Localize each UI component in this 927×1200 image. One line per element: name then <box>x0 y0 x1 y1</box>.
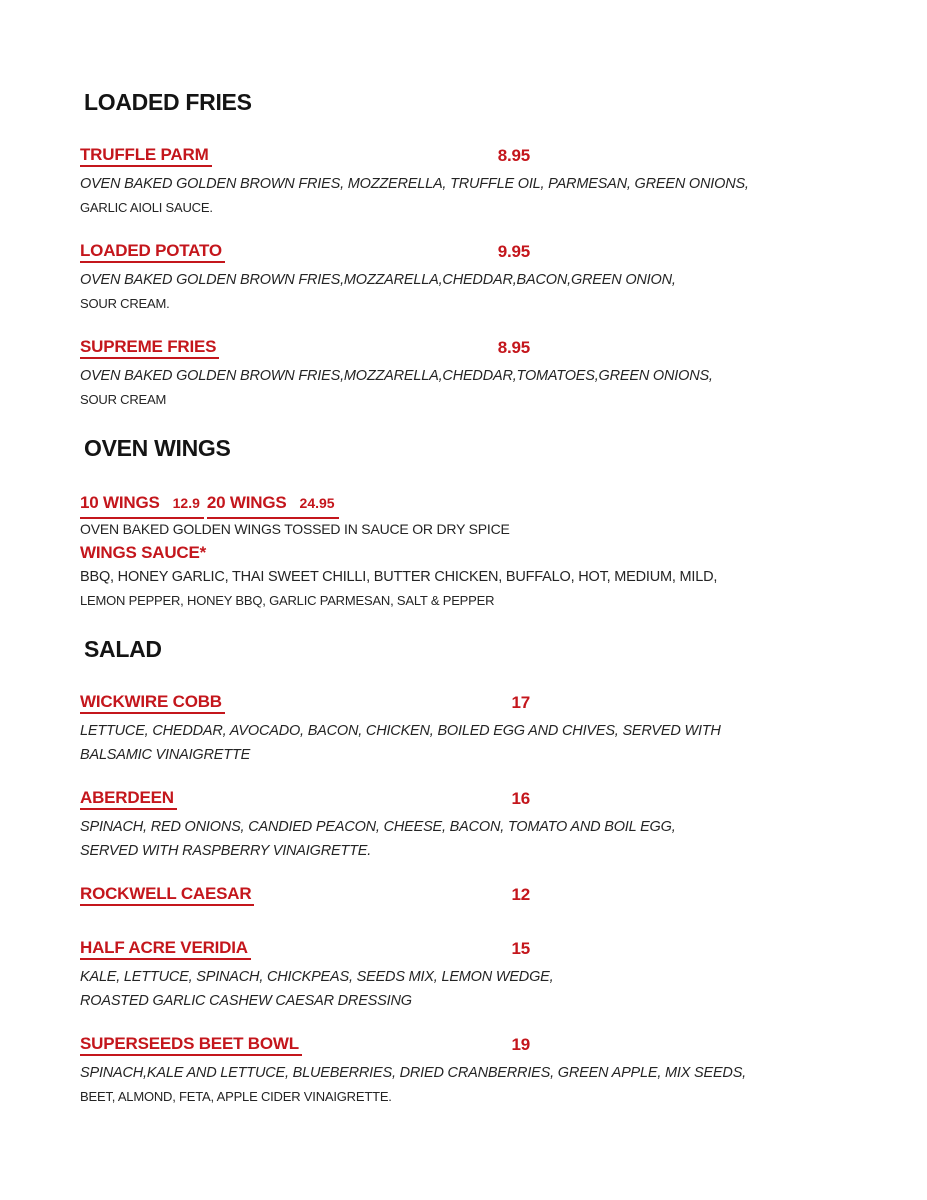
section-oven-wings <box>80 434 867 612</box>
wing-option-price: 12.9 <box>172 495 200 511</box>
item-head <box>80 338 867 358</box>
item-description-line-1: SPINACH,KALE AND LETTUCE, BLUEBERRIES, DRIED CRANBERRIES, GREEN APPLE, MIX SEEDS, <box>80 1065 747 1081</box>
menu-item-superseeds-beet-bowl <box>80 1035 867 1109</box>
item-price: 17 <box>511 693 530 712</box>
wing-option-name: 10 WINGS <box>80 493 160 512</box>
item-name: WICKWIRE COBB <box>80 693 225 714</box>
item-price: 8.95 <box>497 146 530 165</box>
wing-option-20 <box>207 492 339 519</box>
section-salad <box>80 635 867 1109</box>
item-price: 16 <box>511 789 530 808</box>
item-head <box>80 146 867 166</box>
item-name: TRUFFLE PARM <box>80 146 212 167</box>
menu-item-wickwire-cobb <box>80 693 867 767</box>
item-description-line-1: SPINACH, RED ONIONS, CANDIED PEACON, CHEESE, BACON, TOMATO AND BOIL EGG, <box>80 819 676 835</box>
item-description-line-1: KALE, LETTUCE, SPINACH, CHICKPEAS, SEEDS MIX, LEMON WEDGE, <box>80 969 554 985</box>
item-price: 12 <box>511 885 530 904</box>
menu-item-aberdeen <box>80 789 867 863</box>
wings-options-line <box>80 492 867 514</box>
wings-sauce-heading: WINGS SAUCE* <box>80 543 207 562</box>
item-price: 9.95 <box>497 242 530 261</box>
item-name: SUPERSEEDS BEET BOWL <box>80 1035 302 1056</box>
menu-item-supreme-fries <box>80 338 867 412</box>
section-loaded-fries <box>80 88 867 412</box>
item-head <box>80 789 867 809</box>
item-description-line-1: OVEN BAKED GOLDEN BROWN FRIES, MOZZERELLA, TRUFFLE OIL, PARMESAN, GREEN ONIONS, <box>80 176 749 192</box>
item-description-line-2: SERVED WITH RASPBERRY VINAIGRETTE. <box>80 843 372 859</box>
wing-option-name: 20 WINGS <box>206 493 287 512</box>
item-name: LOADED POTATO <box>80 242 225 263</box>
wing-option-10 <box>80 492 204 519</box>
item-description-line-1: OVEN BAKED GOLDEN BROWN FRIES,MOZZARELLA,CHEDDAR,TOMATOES,GREEN ONIONS, <box>80 368 713 384</box>
menu-item-rockwell-caesar <box>80 885 867 905</box>
item-name: ABERDEEN <box>80 789 177 810</box>
item-name: HALF ACRE VERIDIA <box>80 939 251 960</box>
item-head <box>80 939 867 959</box>
item-head <box>80 1035 867 1055</box>
item-description-line-2: BEET, ALMOND, FETA, APPLE CIDER VINAIGRETTE. <box>80 1089 392 1104</box>
item-price: 8.95 <box>497 338 530 357</box>
item-head <box>80 693 867 713</box>
wings-sauce-list-line-1: BBQ, HONEY GARLIC, THAI SWEET CHILLI, BUTTER CHICKEN, BUFFALO, HOT, MEDIUM, MILD, <box>80 569 718 585</box>
item-name: ROCKWELL CAESAR <box>80 885 254 906</box>
item-price: 19 <box>511 1035 530 1054</box>
item-description-line-1: OVEN BAKED GOLDEN BROWN FRIES,MOZZARELLA,CHEDDAR,BACON,GREEN ONION, <box>80 272 676 288</box>
menu-item-half-acre-veridia <box>80 939 867 1013</box>
section-title: OVEN WINGS <box>84 435 231 461</box>
item-description-line-1: LETTUCE, CHEDDAR, AVOCADO, BACON, CHICKEN, BOILED EGG AND CHIVES, SERVED WITH <box>80 723 721 739</box>
menu-item-loaded-potato <box>80 242 867 316</box>
menu-item-truffle-parm <box>80 146 867 220</box>
wing-option-price: 24.95 <box>299 495 335 511</box>
section-title: LOADED FRIES <box>84 89 252 115</box>
item-head <box>80 885 867 905</box>
section-title: SALAD <box>84 636 162 662</box>
item-head <box>80 242 867 262</box>
item-description-line-2: GARLIC AIOLI SAUCE. <box>80 200 213 215</box>
item-description-line-2: SOUR CREAM <box>80 392 167 407</box>
item-description-line-2: SOUR CREAM. <box>80 296 170 311</box>
item-price: 15 <box>511 939 530 958</box>
item-description-line-2: ROASTED GARLIC CASHEW CAESAR DRESSING <box>80 993 412 1009</box>
item-description-line-2: BALSAMIC VINAIGRETTE <box>80 747 251 763</box>
wings-description: OVEN BAKED GOLDEN WINGS TOSSED IN SAUCE OR DRY SPICE <box>80 521 510 537</box>
wings-sauce-list-line-2: LEMON PEPPER, HONEY BBQ, GARLIC PARMESAN, SALT & PEPPER <box>80 593 495 608</box>
item-name: SUPREME FRIES <box>80 338 219 359</box>
